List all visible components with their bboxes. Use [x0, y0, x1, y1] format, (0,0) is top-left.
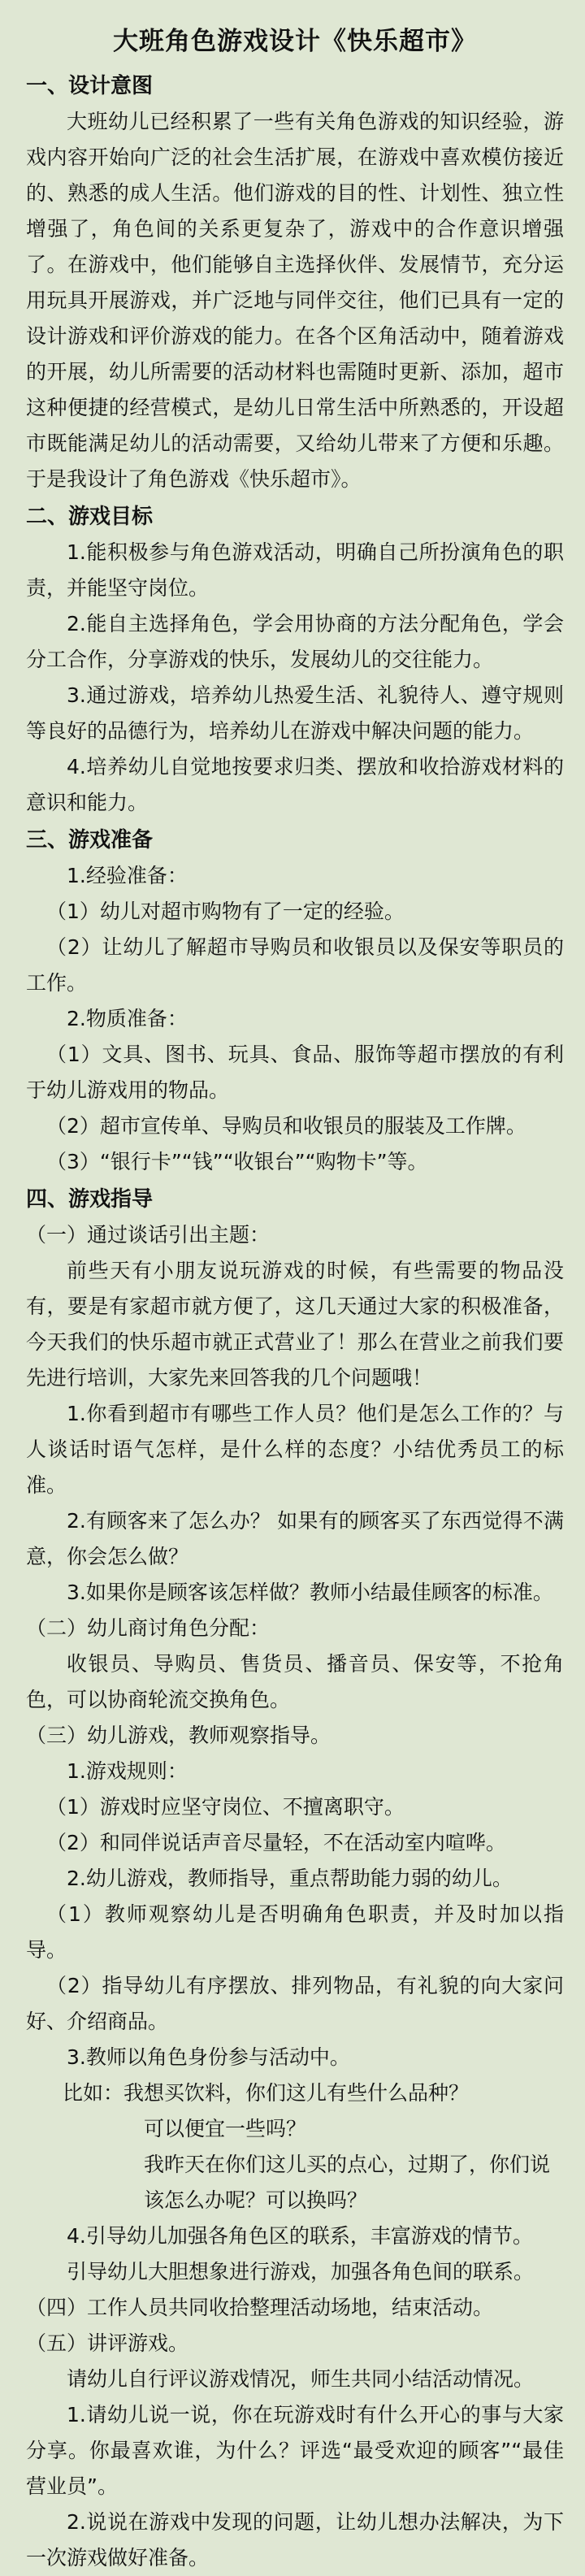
review-intro: 请幼儿自行评议游戏情况，师生共同小结活动情况。	[67, 2367, 535, 2391]
page-title: 大班角色游戏设计《快乐超市》	[113, 27, 477, 56]
design-intent-paragraph: 大班幼儿已经积累了一些有关角色游戏的知识经验，游戏内容开始向广泛的社会生活扩展，在游戏中喜欢模仿接近的、熟悉的成人生活。他们游戏的目的性、计划性、独立性增强了，角色间的关系更复杂了，游戏中的合作意识增强了。在游戏中，他们能够自主选择伙伴、发展情节，充分运用玩具开展游戏，并广泛地与同伴交往，他们已具有一定的设计游戏和评价游戏的能力。在各个区角活动中，随着游戏的开展，幼儿所需要的活动材料也需随时更新、添加，超市这种便捷的经营模式，是幼儿日常生活中所熟悉的，开设超市既能满足幼儿的活动需要，又给幼儿带来了方便和乐趣。于是我设计了角色游戏《快乐超市》。	[26, 110, 564, 491]
guidance-subheading-intro: （一）通过谈话引出主题：	[26, 1223, 271, 1247]
experience-prep-heading: 1.经验准备：	[67, 864, 188, 887]
goal-item: 3.通过游戏，培养幼儿热爱生活、礼貌待人、遵守规则等良好的品德行为，培养幼儿在游戏中解决问题的能力。	[26, 683, 564, 743]
example-dialogue	[63, 2075, 564, 2218]
example-line: 可以便宜一些吗？	[144, 2117, 307, 2140]
imagination-item: 引导幼儿大胆想象进行游戏，加强各角色间的联系。	[67, 2260, 535, 2283]
example-line: 我想买饮料，你们这儿有些什么品种？	[124, 2081, 470, 2105]
guidance-subheading-play: （三）幼儿游戏，教师观察指导。	[26, 1724, 332, 1747]
material-prep-item: （2）超市宣传单、导购员和收银员的服装及工作牌。	[46, 1114, 526, 1138]
guidance-intro-paragraph: 前些天有小朋友说玩游戏的时候，有些需要的物品没有，要是有家超市就方便了，这几天通过大家的积极准备，今天我们的快乐超市就正式营业了！那么在营业之前我们要先进行培训，大家先来回答我的几个问题哦！	[26, 1259, 564, 1390]
guidance-question: 1.你看到超市有哪些工作人员？他们是怎么工作的？与人谈话时语气怎样，是什么样的态度？小结优秀员工的标准。	[26, 1402, 564, 1497]
material-prep-item: （1）文具、图书、玩具、食品、服饰等超市摆放的有利于幼儿游戏用的物品。	[26, 1043, 564, 1102]
rule-item: （1）游戏时应坚守岗位、不擅离职守。	[46, 1795, 405, 1819]
link-roles-item: 4.引导幼儿加强各角色区的联系，丰富游戏的情节。	[67, 2224, 533, 2248]
goal-item: 2.能自主选择角色，学会用协商的方法分配角色，学会分工合作，分享游戏的快乐，发展幼儿的交往能力。	[26, 612, 564, 671]
teacher-role-heading: 3.教师以角色身份参与活动中。	[67, 2045, 350, 2069]
guidance-subheading-roles: （二）幼儿商讨角色分配：	[26, 1616, 271, 1640]
material-prep-item: （3）“银行卡”“钱”“收银台”“购物卡”等。	[46, 1150, 428, 1173]
experience-prep-item: （2）让幼儿了解超市导购员和收银员以及保安等职员的工作。	[26, 935, 564, 995]
roles-paragraph: 收银员、导购员、售货员、播音员、保安等，不抢角色，可以协商轮流交换角色。	[26, 1652, 564, 1711]
goal-item: 4.培养幼儿自觉地按要求归类、摆放和收拾游戏材料的意识和能力。	[26, 755, 564, 814]
play-item: （1）教师观察幼儿是否明确角色职责，并及时加以指导。	[26, 1902, 564, 1962]
example-label: 比如：	[63, 2081, 124, 2105]
review-item: 1.请幼儿说一说，你在玩游戏时有什么开心的事与大家分享。你最喜欢谁，为什么？评选“最受欢迎的顾客”“最佳营业员”。	[26, 2403, 564, 2498]
experience-prep-item: （1）幼儿对超市购物有了一定的经验。	[46, 900, 405, 923]
goal-item: 1.能积极参与角色游戏活动，明确自己所扮演角色的职责，并能坚守岗位。	[26, 540, 564, 600]
review-item: 2.说说在游戏中发现的问题，让幼儿想办法解决，为下一次游戏做好准备。	[26, 2510, 564, 2569]
play-item: （2）指导幼儿有序摆放、排列物品，有礼貌的向大家问好、介绍商品。	[26, 1974, 564, 2033]
guidance-subheading-review: （五）讲评游戏。	[26, 2331, 189, 2355]
play-heading: 2.幼儿游戏，教师指导，重点帮助能力弱的幼儿。	[67, 1867, 513, 1890]
guidance-subheading-cleanup: （四）工作人员共同收拾整理活动场地，结束活动。	[26, 2296, 494, 2319]
section-heading-goals: 二、游戏目标	[26, 505, 154, 529]
rule-item: （2）和同伴说话声音尽量轻，不在活动室内喧哗。	[46, 1831, 506, 1854]
section-heading-preparation: 三、游戏准备	[26, 828, 154, 852]
guidance-question: 3.如果你是顾客该怎样做？教师小结最佳顾客的标准。	[67, 1581, 553, 1604]
rules-heading: 1.游戏规则：	[67, 1759, 188, 1783]
material-prep-heading: 2.物质准备：	[67, 1007, 188, 1030]
example-line: 我昨天在你们这儿买的点心，过期了，你们说该怎么办呢？可以换吗？	[144, 2153, 551, 2212]
guidance-question: 2.有顾客来了怎么办？ 如果有的顾客买了东西觉得不满意，你会怎么做？	[26, 1509, 564, 1568]
section-heading-design-intent: 一、设计意图	[26, 74, 154, 98]
section-heading-guidance: 四、游戏指导	[26, 1187, 154, 1212]
